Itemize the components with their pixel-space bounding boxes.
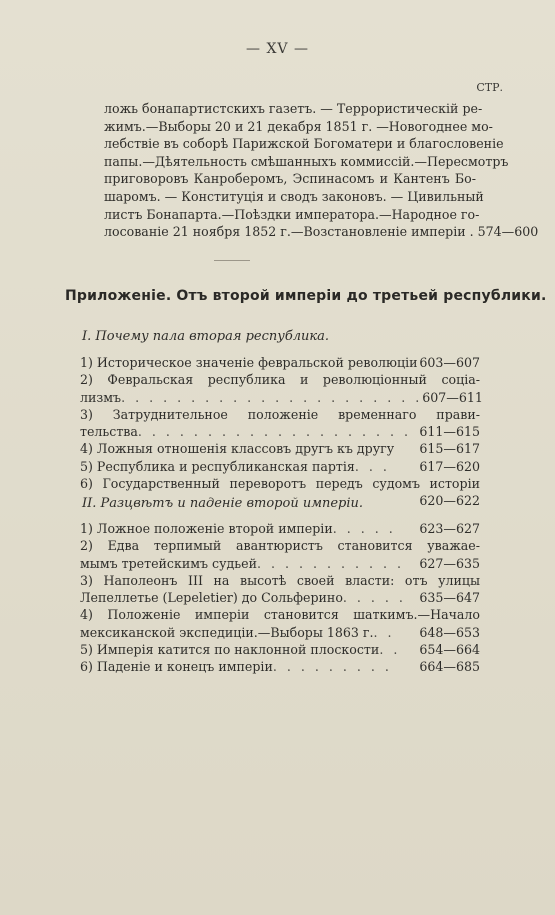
toc-entry-text: тельства: [80, 424, 138, 440]
toc-entry-text: 6) Государственный переворотъ передъ судомъ исторіи: [80, 476, 480, 492]
toc-entry: [80, 658, 480, 675]
toc-page-range: 615—617: [419, 441, 480, 457]
toc-entry: [80, 406, 480, 423]
toc-entry: [80, 537, 480, 554]
toc-leader-dots: . .: [379, 642, 401, 658]
toc-entry-text: 4) Ложныя отношенія классовъ другъ къ другу: [80, 441, 395, 457]
intro-line: лебствіе въ соборѣ Парижской Богоматери и благословеніе: [104, 136, 504, 152]
intro-line: листъ Бонапарта.—Поѣздки императора.—Народное го-: [104, 206, 480, 222]
toc-page-range: 654—664: [419, 642, 480, 658]
toc-entry-text: 4) Положеніе имперіи становится шаткимъ.—Начало: [80, 607, 480, 623]
toc-entry: [80, 389, 483, 406]
toc-page-range: 664—685: [419, 659, 480, 675]
intro-line: ложь бонапартистскихъ газетъ. — Террористическій ре-: [104, 101, 483, 116]
toc-entry-text: Лепеллетье (Lepeletier) до Сольферино: [80, 590, 343, 606]
toc-entry: [80, 555, 480, 572]
intro-line: шаромъ. — Конституція и сводъ законовъ. — Цивильный: [104, 188, 484, 204]
appendix-title: Приложеніе. Отъ второй имперіи до третьей республики.: [65, 288, 547, 304]
toc-leader-dots: . . . . .: [332, 521, 396, 536]
toc-entry: [80, 606, 480, 623]
toc-page-range: 620—622: [419, 493, 480, 509]
toc-entry: [80, 641, 480, 658]
toc-entry-text: 5) Республика и республиканская партія: [80, 458, 355, 474]
toc-page-range: 623—627: [419, 521, 480, 536]
toc-leader-dots: . . . . .: [342, 590, 406, 606]
intro-paragraph: [104, 100, 539, 241]
intro-line: приговоровъ Канроберомъ, Эспинасомъ и Кантенъ Бо-: [104, 171, 476, 187]
part1-entries: [80, 354, 483, 510]
toc-entry-text: 5) Имперія катится по наклонной плоскости: [80, 642, 380, 658]
part1-heading: I. Почему пала вторая республика.: [82, 329, 330, 344]
intro-line: папы.—Дѣятельность смѣшанныхъ коммиссій.—Пересмотръ: [104, 153, 509, 169]
toc-page-range: 607—611: [422, 389, 483, 405]
toc-entry: [80, 624, 480, 641]
part2-entries: [80, 520, 480, 676]
toc-page-range: 611—615: [419, 424, 480, 440]
toc-entry: [80, 572, 480, 589]
toc-entry-text: мымъ третейскимъ судьей: [80, 555, 257, 571]
part2-heading: II. Разцвѣтъ и паденіе второй имперіи.: [82, 496, 364, 511]
intro-line: жимъ.—Выборы 20 и 21 декабря 1851 г. —Новогоднее мо-: [104, 118, 493, 134]
toc-entry: [80, 589, 480, 606]
toc-page-range: 648—653: [419, 624, 480, 640]
pages-column-label: СТР.: [476, 81, 503, 94]
toc-entry-text: 6) Паденіе и конецъ имперіи: [80, 659, 273, 675]
toc-entry: [80, 354, 480, 371]
toc-entry-text: 1) Ложное положеніе второй имперіи: [80, 521, 333, 536]
toc-leader-dots: . . . . . . . . . . . . . . . . . . . . . .: [121, 389, 423, 405]
intro-line: лосованіе 21 ноября 1852 г.—Возстановленіе имперіи . 574—600: [104, 224, 539, 240]
toc-leader-dots: . . . . . . . . .: [272, 659, 392, 675]
toc-entry-text: 2) Февральская республика и революціонный соціа-: [80, 372, 480, 388]
toc-entry: [80, 458, 480, 475]
toc-page-range: 617—620: [419, 458, 480, 474]
toc-leader-dots: . . . . . . . . . . . . . . . . . . . .: [137, 424, 412, 440]
toc-entry: [80, 520, 480, 537]
toc-entry-text: 2) Едва терпимый авантюристъ становится уважае-: [80, 538, 480, 554]
toc-entry-text: 3) Наполеонъ III на высотѣ своей власти: отъ улицы: [80, 572, 480, 588]
toc-entry-text: лизмъ: [80, 389, 122, 405]
toc-page-range: 635—647: [419, 590, 480, 606]
toc-leader-dots: . . .: [354, 458, 390, 474]
toc-page-range: 627—635: [419, 555, 480, 571]
toc-leader-dots: . .: [373, 624, 395, 640]
toc-entry: [80, 440, 480, 457]
toc-entry-text: 3) Затруднительное положеніе временнаго прави-: [80, 406, 480, 422]
toc-page-range: 603—607: [419, 355, 480, 370]
toc-entry-text: мексиканской экспедиціи.—Выборы 1863 г.: [80, 624, 374, 640]
page-number: — XV —: [246, 41, 309, 57]
toc-entry-text: 1) Историческое значеніе февральской революціи: [80, 355, 418, 370]
toc-entry: [80, 371, 480, 388]
section-divider: [214, 260, 250, 261]
toc-entry: [80, 475, 480, 492]
toc-entry: [80, 423, 480, 440]
toc-leader-dots: [394, 440, 419, 457]
toc-leader-dots: . . . . . . . . . . .: [256, 555, 405, 571]
